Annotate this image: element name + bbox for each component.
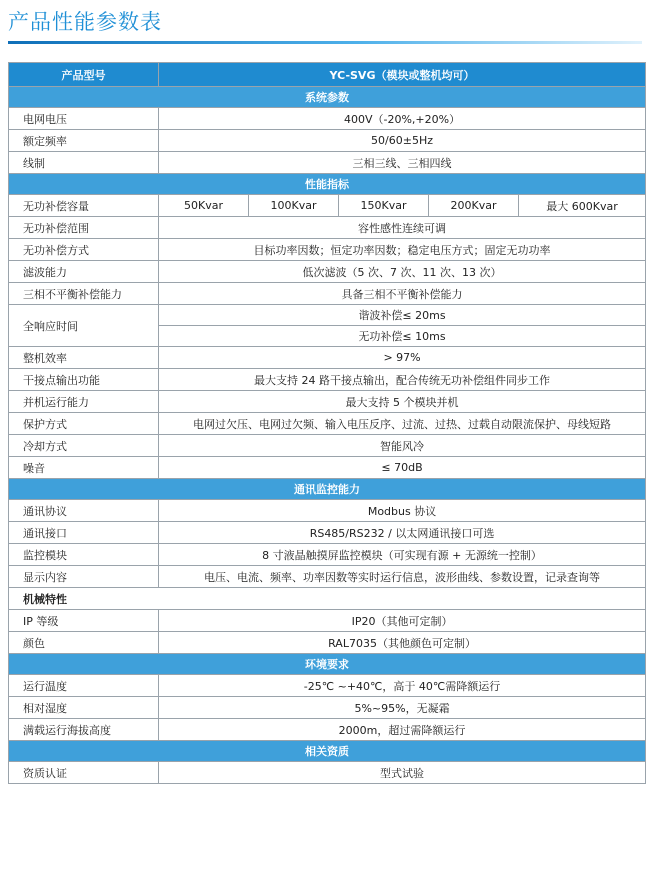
row-value: RAL7035（其他颜色可定制） xyxy=(159,632,646,654)
page-title: 产品性能参数表 xyxy=(8,10,162,34)
table-row xyxy=(9,217,646,239)
row-value: 三相三线、三相四线 xyxy=(159,152,646,174)
row-value: RS485/RS232 / 以太网通讯接口可选 xyxy=(159,522,646,544)
row-label: 保护方式 xyxy=(9,413,159,435)
row-value: 最大支持 5 个模块并机 xyxy=(159,391,646,413)
row-value: 低次滤波（5 次、7 次、11 次、13 次） xyxy=(159,261,646,283)
row-label: 无功补偿范围 xyxy=(9,217,159,239)
header-label: 产品型号 xyxy=(9,63,159,87)
row-label: IP 等级 xyxy=(9,610,159,632)
capacity-value: 100Kvar xyxy=(249,195,339,217)
table-row xyxy=(9,347,646,369)
section-performance: 性能指标 xyxy=(9,174,646,195)
row-value: ≤ 70dB xyxy=(159,457,646,479)
table-row xyxy=(9,522,646,544)
table-row xyxy=(9,261,646,283)
row-label: 颜色 xyxy=(9,632,159,654)
row-value: 电网过欠压、电网过欠频、输入电压反序、过流、过热、过载自动限流保护、母线短路 xyxy=(159,413,646,435)
table-row xyxy=(9,391,646,413)
row-label: 滤波能力 xyxy=(9,261,159,283)
row-label: 并机运行能力 xyxy=(9,391,159,413)
row-value: 2000m，超过需降额运行 xyxy=(159,719,646,741)
row-value: 5%~95%，无凝霜 xyxy=(159,697,646,719)
table-row xyxy=(9,500,646,522)
table-row xyxy=(9,566,646,588)
section-row xyxy=(9,654,646,675)
section-system: 系统参数 xyxy=(9,87,646,108)
table-row xyxy=(9,195,646,217)
section-row xyxy=(9,741,646,762)
section-cert: 相关资质 xyxy=(9,741,646,762)
row-value: 50/60±5Hz xyxy=(159,130,646,152)
table-row xyxy=(9,544,646,566)
section-row xyxy=(9,588,646,610)
title-divider xyxy=(8,41,642,44)
row-label: 无功补偿方式 xyxy=(9,239,159,261)
table-row xyxy=(9,435,646,457)
row-value: 具备三相不平衡补偿能力 xyxy=(159,283,646,305)
capacity-value: 200Kvar xyxy=(429,195,519,217)
row-label: 相对湿度 xyxy=(9,697,159,719)
table-row xyxy=(9,457,646,479)
table-row xyxy=(9,152,646,174)
row-value: 智能风冷 xyxy=(159,435,646,457)
table-row xyxy=(9,413,646,435)
row-label: 电网电压 xyxy=(9,108,159,130)
table-row xyxy=(9,305,646,326)
row-label: 全响应时间 xyxy=(9,305,159,347)
row-value: 型式试验 xyxy=(159,762,646,784)
row-label: 线制 xyxy=(9,152,159,174)
table-row xyxy=(9,632,646,654)
row-value: -25℃ ~+40℃，高于 40℃需降额运行 xyxy=(159,675,646,697)
section-row xyxy=(9,174,646,195)
row-value: 8 寸液晶触摸屏监控模块（可实现有源 + 无源统一控制） xyxy=(159,544,646,566)
table-header-row xyxy=(9,63,646,87)
row-value: Modbus 协议 xyxy=(159,500,646,522)
row-label: 资质认证 xyxy=(9,762,159,784)
row-label: 运行温度 xyxy=(9,675,159,697)
row-value: 电压、电流、频率、功率因数等实时运行信息，波形曲线、参数设置，记录查询等 xyxy=(159,566,646,588)
row-label: 三相不平衡补偿能力 xyxy=(9,283,159,305)
row-value: 最大支持 24 路干接点输出，配合传统无功补偿组件同步工作 xyxy=(159,369,646,391)
table-row xyxy=(9,610,646,632)
row-label: 通讯协议 xyxy=(9,500,159,522)
section-comm: 通讯监控能力 xyxy=(9,479,646,500)
table-row xyxy=(9,108,646,130)
table-row xyxy=(9,762,646,784)
row-value: 无功补偿≤ 10ms xyxy=(159,326,646,347)
row-label: 满载运行海拔高度 xyxy=(9,719,159,741)
header-value: YC-SVG（模块或整机均可） xyxy=(159,63,646,87)
row-value: 容性感性连续可调 xyxy=(159,217,646,239)
table-row xyxy=(9,130,646,152)
row-value: 谐波补偿≤ 20ms xyxy=(159,305,646,326)
row-value: IP20（其他可定制） xyxy=(159,610,646,632)
row-label: 冷却方式 xyxy=(9,435,159,457)
row-value: 400V（-20%,+20%） xyxy=(159,108,646,130)
table-row xyxy=(9,697,646,719)
row-label: 噪音 xyxy=(9,457,159,479)
spec-table xyxy=(8,62,646,784)
row-label: 显示内容 xyxy=(9,566,159,588)
capacity-value: 150Kvar xyxy=(339,195,429,217)
section-mech: 机械特性 xyxy=(9,588,646,610)
table-row xyxy=(9,369,646,391)
section-row xyxy=(9,479,646,500)
table-row xyxy=(9,239,646,261)
capacity-value: 50Kvar xyxy=(159,195,249,217)
row-label: 整机效率 xyxy=(9,347,159,369)
row-value: > 97% xyxy=(159,347,646,369)
row-label: 监控模块 xyxy=(9,544,159,566)
section-env: 环境要求 xyxy=(9,654,646,675)
row-label: 无功补偿容量 xyxy=(9,195,159,217)
table-row xyxy=(9,719,646,741)
table-row xyxy=(9,675,646,697)
row-label: 通讯接口 xyxy=(9,522,159,544)
row-value: 目标功率因数；恒定功率因数；稳定电压方式；固定无功功率 xyxy=(159,239,646,261)
table-row xyxy=(9,283,646,305)
capacity-value: 最大 600Kvar xyxy=(519,195,646,217)
row-label: 干接点输出功能 xyxy=(9,369,159,391)
section-row xyxy=(9,87,646,108)
row-label: 额定频率 xyxy=(9,130,159,152)
